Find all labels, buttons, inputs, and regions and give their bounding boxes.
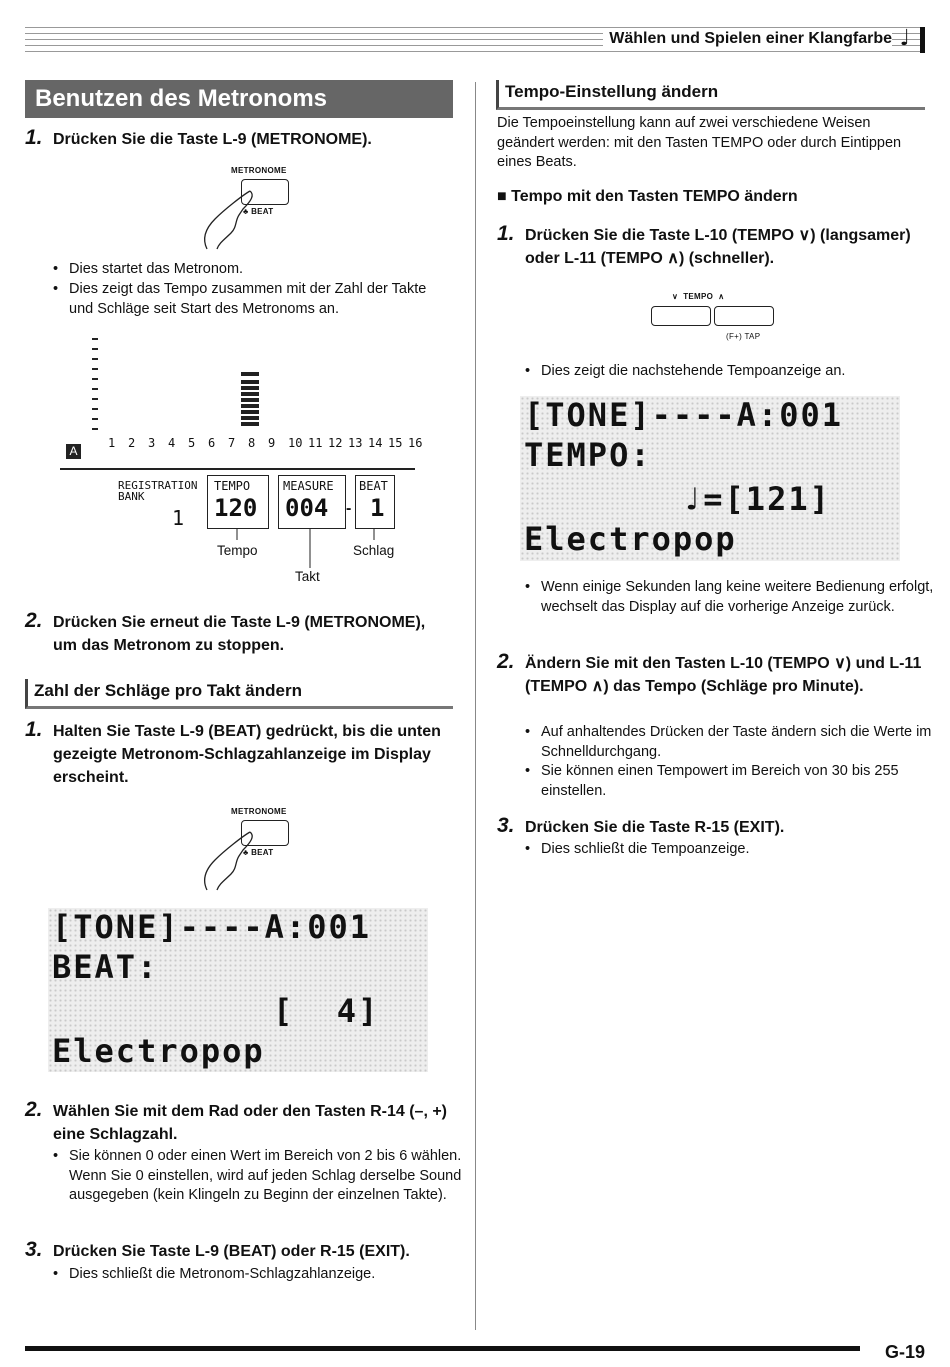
lcd-line-3: ♩=[121] (682, 480, 831, 518)
beat-number: 12 (328, 436, 343, 450)
metronome-button-illustration: METRONOME ♣ BEAT (195, 804, 305, 894)
pointing-hand-icon (195, 824, 265, 894)
tempo-value: 120 (214, 494, 258, 522)
beat-label: BEAT (359, 479, 388, 493)
beat-number: 4 (168, 436, 176, 450)
subheading-tempo-buttons: ■ Tempo mit den Tasten TEMPO ändern (497, 188, 798, 205)
beat-number: 11 (308, 436, 323, 450)
tempo-buttons-illustration: ∨ TEMPO ∧ (F+) TAP (648, 290, 778, 346)
step-1-metronome: 1. Drücken Sie die Taste L-9 (METRONOME). (25, 126, 372, 149)
lcd-beat-display (48, 908, 428, 1072)
beat-number: 3 (148, 436, 156, 450)
intro-paragraph: Die Tempoeinstellung kann auf zwei verschiedene Weisen geändert werden: mit den Tasten TEMPO oder durch Eintippen eines Beats. (497, 115, 902, 170)
bullet-item: • Sie können einen Tempowert im Bereich von 30 bis 255 einstellen. (525, 762, 941, 801)
bullet-item: • Dies schließt die Metronom-Schlagzahlanzeige. (53, 1265, 464, 1285)
measure-value: 004 (285, 494, 329, 522)
beat-number: 13 (348, 436, 363, 450)
step-1-beat: 1. Halten Sie Taste L-9 (BEAT) gedrückt, bis die unten gezeigte Metronom-Schlagzahlanzeige im Display erscheint. (25, 718, 441, 786)
footer-rule (25, 1346, 860, 1351)
page-header-title: Wählen und Spielen einer Klangfarbe (603, 30, 892, 48)
lcd-tempo-display (520, 396, 900, 561)
step-2-tempo: 2. Ändern Sie mit den Tasten L-10 (TEMPO ∨) und L-11 (TEMPO ∧) das Tempo (Schläge pro Minute). (497, 650, 922, 695)
step-3-tempo-exit: 3. Drücken Sie die Taste R-15 (EXIT). (497, 814, 785, 837)
page-number: G-19 (884, 1342, 925, 1362)
beat-number: 10 (288, 436, 303, 450)
lcd-line-1: [TONE]----A:001 (524, 396, 843, 434)
step-2-select: 2. Wählen Sie mit dem Rad oder den Tasten R-14 (–, +) eine Schlagzahl. (25, 1098, 448, 1143)
callout-schlag: Schlag (353, 543, 395, 558)
lcd-line-2: TEMPO: (524, 436, 652, 474)
bullet-item: • Auf anhaltendes Drücken der Taste ändern sich die Werte im Schnelldurchgang. (525, 723, 941, 762)
beat-number: 7 (228, 436, 236, 450)
lcd-line-3: [ 4] (273, 992, 380, 1030)
bullet-item: • Dies schließt die Tempoanzeige. (525, 840, 941, 860)
bullet-item: • Dies startet das Metronom. (53, 260, 469, 280)
lcd-line-2: BEAT: (52, 948, 159, 986)
step-2-stop: 2. Drücken Sie erneut die Taste L-9 (METRONOME), um das Metronom zu stoppen. (25, 609, 426, 654)
measure-label: MEASURE (283, 479, 334, 493)
beat-value: 1 (370, 494, 385, 522)
beat-number: 9 (268, 436, 276, 450)
section-title: Benutzen des Metronoms (25, 80, 453, 118)
step-1-tempo: 1. Drücken Sie die Taste L-10 (TEMPO ∨) (langsamer) oder L-11 (TEMPO ∧) (schneller). (497, 222, 911, 267)
step-3-exit: 3. Drücken Sie Taste L-9 (BEAT) oder R-15 (EXIT). (25, 1238, 410, 1261)
beat-number: 2 (128, 436, 136, 450)
bullet-item: • Dies zeigt die nachstehende Tempoanzeige an. (525, 362, 941, 382)
music-note-icon: ♩ (899, 26, 910, 51)
metronome-display-diagram (60, 330, 423, 590)
callout-tempo: Tempo (217, 543, 258, 558)
subsection-beats: Zahl der Schläge pro Takt ändern (25, 679, 453, 709)
pointing-hand-icon (195, 183, 265, 253)
registration-value: 1 (172, 506, 185, 530)
metronome-button-illustration: METRONOME ♣ BEAT (195, 163, 305, 253)
separator-dash: - (346, 500, 352, 517)
beat-number: 6 (208, 436, 216, 450)
beat-number: 8 (248, 436, 256, 450)
beat-number: 5 (188, 436, 196, 450)
tempo-label: TEMPO (214, 479, 251, 493)
tempo-down-button (651, 306, 711, 326)
lcd-line-4: Electropop (52, 1032, 265, 1070)
beat-number: 15 (388, 436, 403, 450)
subsection-tempo: Tempo-Einstellung ändern (496, 80, 925, 110)
tempo-up-button (714, 306, 774, 326)
lcd-line-1: [TONE]----A:001 (52, 908, 371, 946)
indicator-a: A (66, 444, 81, 459)
beat-number: 16 (408, 436, 423, 450)
lcd-line-4: Electropop (524, 520, 737, 558)
beat-number: 1 (108, 436, 116, 450)
tap-label: (F+) TAP (726, 332, 761, 341)
bullet-item: • Sie können 0 oder einen Wert im Bereich von 2 bis 6 wählen. Wenn Sie 0 einstellen, wird auf jeden Schlag derselbe Sound ausgegeben (kein Klingeln zu Beginn der einzelnen Takte). (53, 1147, 464, 1206)
registration-bank-label: REGISTRATION BANK (118, 479, 198, 503)
bullet-item: • Dies zeigt das Tempo zusammen mit der Zahl der Takte und Schläge seit Start des Metronoms an. (53, 280, 449, 319)
bullet-item: • Wenn einige Sekunden lang keine weitere Bedienung erfolgt, wechselt das Display auf die vorherige Anzeige zurück. (525, 578, 941, 617)
beat-number: 14 (368, 436, 383, 450)
callout-takt: Takt (295, 569, 320, 584)
header-bar (920, 27, 925, 53)
column-divider (475, 82, 476, 1330)
